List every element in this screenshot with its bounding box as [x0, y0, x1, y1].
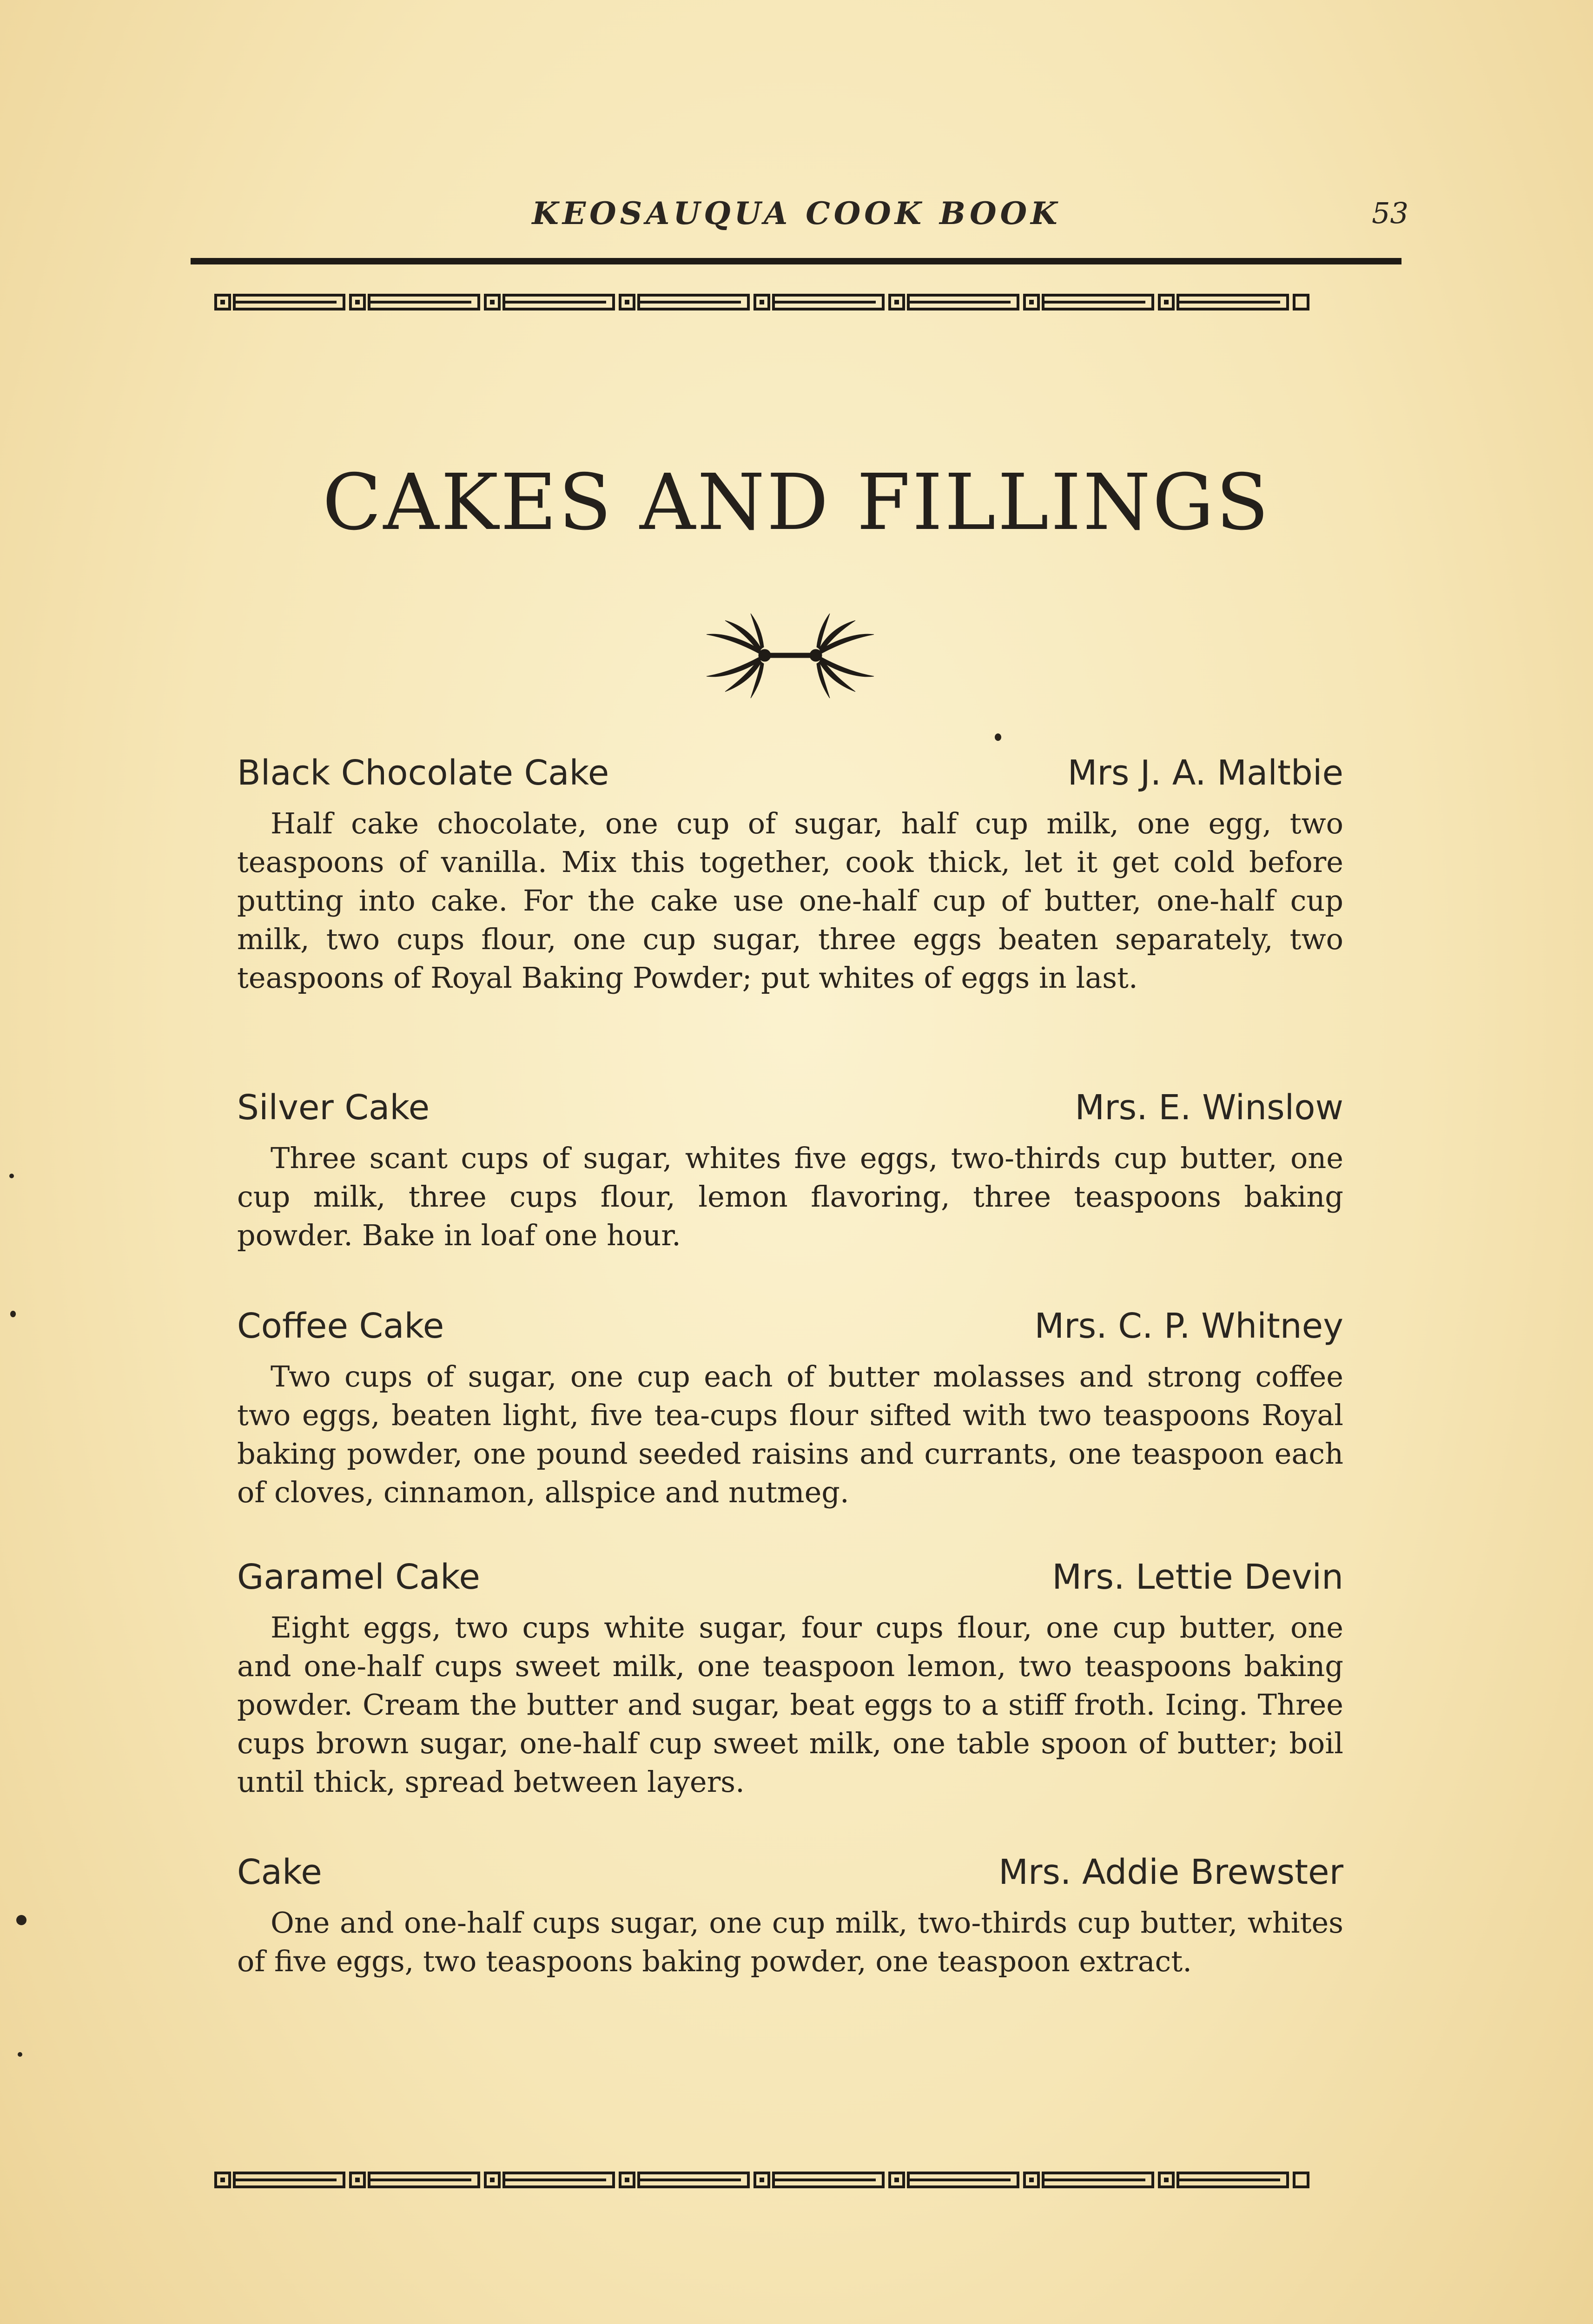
recipe — [237, 1852, 1343, 1981]
ink-speck — [16, 1915, 26, 1925]
recipe — [237, 1306, 1343, 1512]
header-rule — [191, 258, 1401, 264]
recipe-text: One and one-half cups sugar, one cup milk, two-thirds cup butter, whites of five eggs, two teaspoons baking powder, one teaspoon extract. — [237, 1906, 1343, 1978]
greek-key-unit — [216, 2173, 344, 2187]
greek-key-unit — [620, 295, 748, 309]
running-title: KEOSAUQUA COOK BOOK — [532, 195, 1061, 231]
greek-key-unit — [216, 295, 344, 309]
recipe-name: Silver Cake — [237, 1088, 430, 1128]
recipe-text: Two cups of sugar, one cup each of butter molasses and strong coffee two eggs, beaten light, five tea-cups flour sifted with two teaspoons Royal baking powder, one pound seeded raisins and currants, one teaspoon each of cloves, cinnamon, allspice and nutmeg. — [237, 1360, 1343, 1509]
floral-sunburst-ornament-icon — [697, 609, 883, 702]
greek-key-unit — [755, 295, 883, 309]
greek-key-end — [1294, 2173, 1308, 2187]
greek-key-unit — [1159, 2173, 1288, 2187]
recipe-header — [237, 1306, 1343, 1357]
page-number: 53 — [1372, 196, 1408, 230]
recipe-text: Three scant cups of sugar, whites five eggs, two-thirds cup butter, one cup milk, three cups flour, lemon flavoring, three teaspoons baking powder. Bake in loaf one hour. — [237, 1141, 1343, 1252]
greek-key-unit — [620, 2173, 748, 2187]
recipe-name: Cake — [237, 1852, 322, 1892]
greek-key-unit — [350, 295, 479, 309]
recipe — [237, 1088, 1343, 1254]
ink-speck — [10, 1311, 16, 1317]
recipe-author: Mrs J. A. Maltbie — [1067, 753, 1343, 793]
recipe-name: Coffee Cake — [237, 1306, 444, 1346]
ink-speck — [9, 1174, 14, 1178]
recipe — [237, 1557, 1343, 1801]
recipe-author: Mrs. C. P. Whitney — [1034, 1306, 1343, 1346]
greek-key-unit — [890, 295, 1018, 309]
recipe-header — [237, 1852, 1343, 1903]
greek-key-border-bottom — [214, 2168, 1362, 2192]
greek-key-unit — [1025, 295, 1153, 309]
section-title: CAKES AND FILLINGS — [322, 458, 1271, 548]
greek-key-unit — [1159, 295, 1288, 309]
recipe — [237, 753, 1343, 997]
greek-key-unit — [755, 2173, 883, 2187]
recipe-text: Eight eggs, two cups white sugar, four cups flour, one cup butter, one and one-half cups sweet milk, one teaspoon lemon, two teaspoons baking powder. Cream the butter and sugar, beat eggs to a stiff froth. Icing. Three cups brown sugar, one-half cup sweet milk, one table spoon of butter; boil until thick, spread between layers. — [237, 1611, 1343, 1799]
recipe-author: Mrs. Lettie Devin — [1052, 1557, 1343, 1597]
greek-key-unit — [350, 2173, 479, 2187]
recipe-header — [237, 1557, 1343, 1608]
recipe-header — [237, 753, 1343, 804]
greek-key-end — [1294, 295, 1308, 309]
recipe-author: Mrs. E. Winslow — [1075, 1088, 1343, 1128]
greek-key-unit — [890, 2173, 1018, 2187]
recipe-text: Half cake chocolate, one cup of sugar, half cup milk, one egg, two teaspoons of vanilla. Mix this together, cook thick, let it get cold before putting into cake. For the cake use one-half cup of butter, one-half cup milk, two cups flour, one cup sugar, three eggs beaten separately, two teaspoons of Royal Baking Powder; put whites of eggs in last. — [237, 806, 1343, 995]
recipe-name: Black Chocolate Cake — [237, 753, 609, 793]
ink-speck — [995, 733, 1001, 741]
ink-speck — [18, 2052, 22, 2057]
recipe-header — [237, 1088, 1343, 1139]
recipe-name: Garamel Cake — [237, 1557, 480, 1597]
greek-key-unit — [485, 295, 614, 309]
greek-key-unit — [1025, 2173, 1153, 2187]
greek-key-border-top — [214, 290, 1362, 314]
recipe-author: Mrs. Addie Brewster — [998, 1852, 1343, 1892]
greek-key-unit — [485, 2173, 614, 2187]
